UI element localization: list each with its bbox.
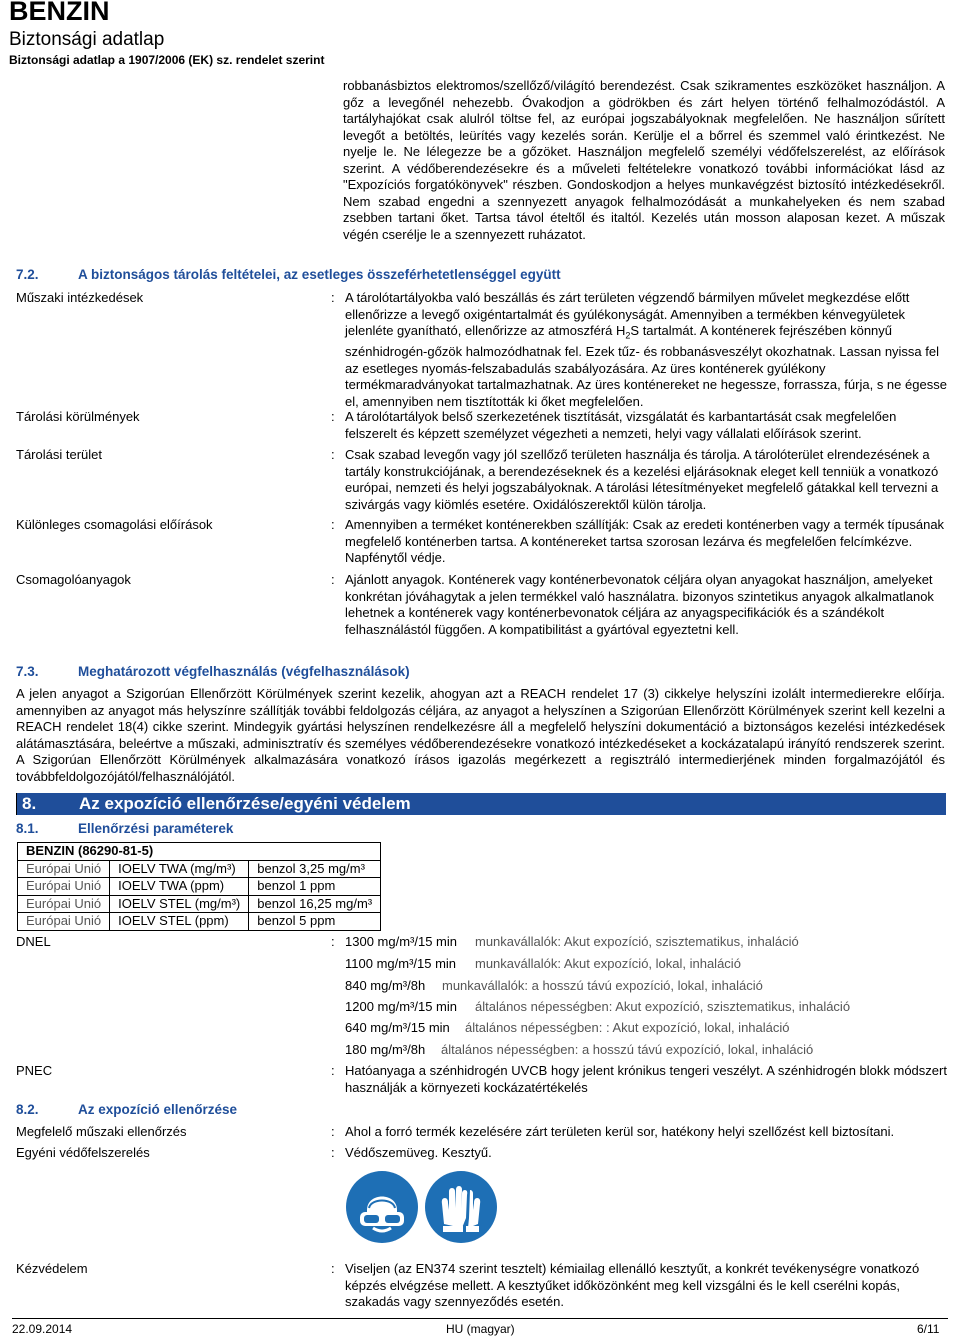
- dnel-row: 180 mg/m³/8h általános népességben: a hosszú távú expozíció, lokal, inhaláció: [345, 1042, 814, 1057]
- dnel-row: 840 mg/m³/8h munkavállalók: a hosszú távú expozíció, lokal, inhaláció: [345, 978, 763, 993]
- cell-limit-value: benzol 16,25 mg/m³: [249, 895, 381, 913]
- section-number: 8.: [22, 794, 37, 813]
- safety-goggles-icon: [345, 1170, 419, 1244]
- label-packaging-requirements: Különleges csomagolási előírások: [16, 517, 213, 532]
- section-number: 8.2.: [16, 1102, 39, 1117]
- colon: :: [331, 1124, 335, 1139]
- dnel-row: 1200 mg/m³/15 min általános népességben: Akut expozíció, szisztematikus, inhaláció: [345, 999, 851, 1014]
- colon: :: [331, 447, 335, 462]
- footer-page-number: 6/11: [917, 1322, 940, 1336]
- colon: :: [331, 934, 335, 949]
- table-row: [18, 895, 381, 913]
- section-7-2-heading: [16, 267, 561, 284]
- product-title: BENZIN: [9, 0, 110, 26]
- exposure-limits-table: [17, 842, 381, 931]
- colon: :: [331, 1261, 335, 1276]
- colon: :: [331, 1063, 335, 1078]
- section-number: 7.3.: [16, 664, 39, 679]
- value-hand-protection: Viseljen (az EN374 szerint tesztelt) kémiailag ellenálló kesztyűt, a konkrét tevékenységre vonatkozó képzés elvégzése mellett. A kesztyűket időközönként meg kell vizsgálni és le kell cserélni kopás, szakadás vagy szennyeződés esetén.: [345, 1261, 920, 1309]
- value-engineering-controls: Ahol a forró termék kezelésére zárt területen kerül sor, hatékony helyi szellőzést kell biztosítani.: [345, 1124, 895, 1139]
- label-ppe: Egyéni védőfelszerelés: [16, 1145, 150, 1160]
- colon: :: [331, 290, 335, 305]
- value-storage-area: Csak szabad levegőn vagy jól szellőző területen használja és tárolja. A tárolóterület elrendezésének a tartály konstrukciójának, a berendezéseknek és a kezelési eljárásoknak eleget kell tenniük a vonatkozó európai, nemzeti és helyi jogszabályoknak. A tárolási létesítményeket megfelelő gátakkal kell tervezni a szivárgás vagy kiömlés esetére. Oxidálószerektől külön tárolja.: [345, 447, 939, 512]
- section-title: Az expozíció ellenőrzése: [78, 1102, 238, 1117]
- table-head-cell: BENZIN (86290-81-5): [18, 843, 381, 861]
- colon: :: [331, 409, 335, 424]
- cell-limit-value: benzol 3,25 mg/m³: [249, 860, 381, 878]
- table-row: [18, 860, 381, 878]
- colon: :: [331, 572, 335, 587]
- colon: :: [331, 517, 335, 532]
- document-title: Biztonsági adatlap: [9, 29, 165, 50]
- dnel-row: 640 mg/m³/15 min általános népességben: : Akut expozíció, lokal, inhaláció: [345, 1020, 790, 1035]
- cell-region: Európai Unió: [18, 878, 110, 896]
- section-8-2-heading: [16, 1102, 237, 1119]
- protective-gloves-icon: [424, 1170, 498, 1244]
- table-header-row: [18, 843, 381, 861]
- footer-divider: [12, 1318, 948, 1319]
- label-technical-measures: Műszaki intézkedések: [16, 290, 144, 305]
- label-pnec: PNEC: [16, 1063, 53, 1078]
- cell-limit-type: IOELV TWA (ppm): [110, 878, 249, 896]
- section-title: A biztonságos tárolás feltételei, az esetleges összeférhetetlenséggel együtt: [78, 267, 561, 282]
- cell-limit-type: IOELV STEL (mg/m³): [110, 895, 249, 913]
- section-title: Ellenőrzési paraméterek: [78, 821, 234, 836]
- section-8-bar: [16, 793, 946, 815]
- handling-continuation-text: robbanásbiztos elektromos/szellőző/világító berendezést. Csak szikramentes eszközöket használjon. A gőz a levegőnél nehezebb. Óvakodjon a gödrökben és zárt helyen történő felhalmozódástól. A tartályhajókat csak alulról töltse fel, az európai jogszabályoknak megfelelően. Ne használjon sűrített levegőt a betöltés, leürítés vagy kezelés során. Kerülje el a bőrrel és szemmel való érintkezést. Ne nyelje le. Ne lélegezze be a gőzöket. Használjon megfelelő személyi védőfelszerelést, az előírások szerint. A védőberendezésekre és a műveleti feltételekre vonatkozó további információkat lásd az "Expozíciós forgatókönyvek" részben. Gondoskodjon a helyes munkavégzést biztosító intézkedésekről. Nem szabad engedni a szennyezett anyagok felhalmozódását a munkahelyeken és nem szabad zsebben tartani őket. Tartsa távol ételtől és italtól. Kezelés után mosson alaposan kezet. A műszak végén cserélje le a szennyezett ruházatot.: [343, 78, 945, 242]
- cell-limit-value: benzol 5 ppm: [249, 913, 381, 931]
- section-title: Az expozíció ellenőrzése/egyéni védelem: [79, 794, 411, 813]
- label-engineering-controls: Megfelelő műszaki ellenőrzés: [16, 1124, 187, 1139]
- cell-region: Európai Unió: [18, 913, 110, 931]
- dnel-row: 1100 mg/m³/15 min munkavállalók: Akut expozíció, lokal, inhaláció: [345, 956, 741, 971]
- cell-limit-value: benzol 1 ppm: [249, 878, 381, 896]
- value-pnec: Hatóanyaga a szénhidrogén UVCB hogy jelent krónikus tengeri veszélyt. A szénhidrogén blokk módszert használják a környezeti kockázatértékelés: [345, 1063, 947, 1095]
- table-row: [18, 913, 381, 931]
- section-7-3-text: A jelen anyagot a Szigorúan Ellenőrzött Körülmények szerint kezelik, ahogyan azt a REACH rendelet 17 (3) cikkelye helyszíni izolált intermedierekre előírja. amennyiben az anyagot más helyszínre szállítják további feldolgozás céljára, az anyagot a helyszínen a Szigorúan Ellenőrzött Körülmények szerint kell kezelni a REACH rendelet 18(4) cikke szerint. Mindegyik gyártási helyszínen rendelkezésre áll a megfelelő helyszíni dokumentáció a biztonságos kezelési intézkedések alátámasztására, beleértve a műszaki, adminisztratív és személyes védőberendezésekre vonatkozó intézkedéseket a kockázatalapú irányító rendszerek szerint. A Szigorúan Ellenőrzött Körülmények alkalmazására vonatkozó írásos igazolás megérkezett a regisztráló intermedierjének minden forgalmazójától és továbbfeldolgozójától/felhasználójától.: [16, 686, 945, 784]
- value-storage-conditions: A tárolótartályok belső szerkezetének tisztítását, vizsgálatát és karbantartását csak megfelelően felszerelt és képzett személyzet végezheti a nemzeti, helyi vagy vállalati előírások szerint.: [345, 409, 897, 441]
- table-row: [18, 878, 381, 896]
- section-number: 8.1.: [16, 821, 39, 836]
- colon: :: [331, 1145, 335, 1160]
- value-technical-measures: A tárolótartályokba való beszállás és zárt területen végzendő bármilyen művelet megkezdése előtt ellenőrizze a levegő oxigéntartalmát és gyúlékonyságát. Amennyiben a termékben kénvegyületek jelenléte gyanítható, ellenőrizze az atmoszférá $H_2S$ tartalmát. A konténerek fejrészében könnyű szénhidrogén-gőzök halmozódhatnak fel. Ezek tűz- és robbanásveszélyt okozhatnak. Lassan nyissa fel az esetleges nyomás-felszabadulás szabályozására. Az üres konténerek gyúlékony termékmaradványokat tartalmazhatnak. Az üres konténereket ne hegesszе, forrassza, fúrja, s ne égesse el, amennyiben nem tisztították ki őket megfelelően.: [345, 290, 947, 409]
- label-storage-conditions: Tárolási körülmények: [16, 409, 140, 424]
- cell-region: Európai Unió: [18, 860, 110, 878]
- section-7-3-heading: [16, 664, 410, 681]
- value-packaging-materials: Ajánlott anyagok. Konténerek vagy konténerbevonatok céljára olyan anyagokat használjon, amelyeket konkrétan jóváhagytak a jelen termékkel való használatra. bizonyos szintetikus anyagok alkalmatlanok lehetnek a konténerek vagy konténerbevonatok céljára az anyagspecifikációk és a szándékolt felhasználástól függően. A kompatibilitást a gyártóval egyeztetni kell.: [345, 572, 934, 637]
- cell-limit-type: IOELV STEL (ppm): [110, 913, 249, 931]
- label-hand-protection: Kézvédelem: [16, 1261, 88, 1276]
- footer-date: 22.09.2014: [12, 1322, 73, 1336]
- label-storage-area: Tárolási terület: [16, 447, 102, 462]
- cell-region: Európai Unió: [18, 895, 110, 913]
- regulation-line: Biztonsági adatlap a 1907/2006 (EK) sz. rendelet szerint: [9, 53, 325, 67]
- value-packaging-requirements: Amennyiben a terméket konténerekben szállítják: Csak az eredeti konténerben vagy a termék típusának megfelelő konténerben tartsa. A konténereket tartsa szorosan lezárva és megfelelően felcímkézve. Napfénytől védje.: [345, 517, 945, 565]
- footer-language: HU (magyar): [446, 1322, 515, 1336]
- section-number: 7.2.: [16, 267, 39, 282]
- label-packaging-materials: Csomagolóanyagok: [16, 572, 131, 587]
- section-8-1-heading: [16, 821, 233, 838]
- cell-limit-type: IOELV TWA (mg/m³): [110, 860, 249, 878]
- section-title: Meghatározott végfelhasználás (végfelhasználások): [78, 664, 410, 679]
- dnel-row: 1300 mg/m³/15 min munkavállalók: Akut expozíció, szisztematikus, inhaláció: [345, 934, 799, 949]
- value-ppe: Védőszemüveg. Kesztyű.: [345, 1145, 492, 1160]
- label-dnel: DNEL: [16, 934, 51, 949]
